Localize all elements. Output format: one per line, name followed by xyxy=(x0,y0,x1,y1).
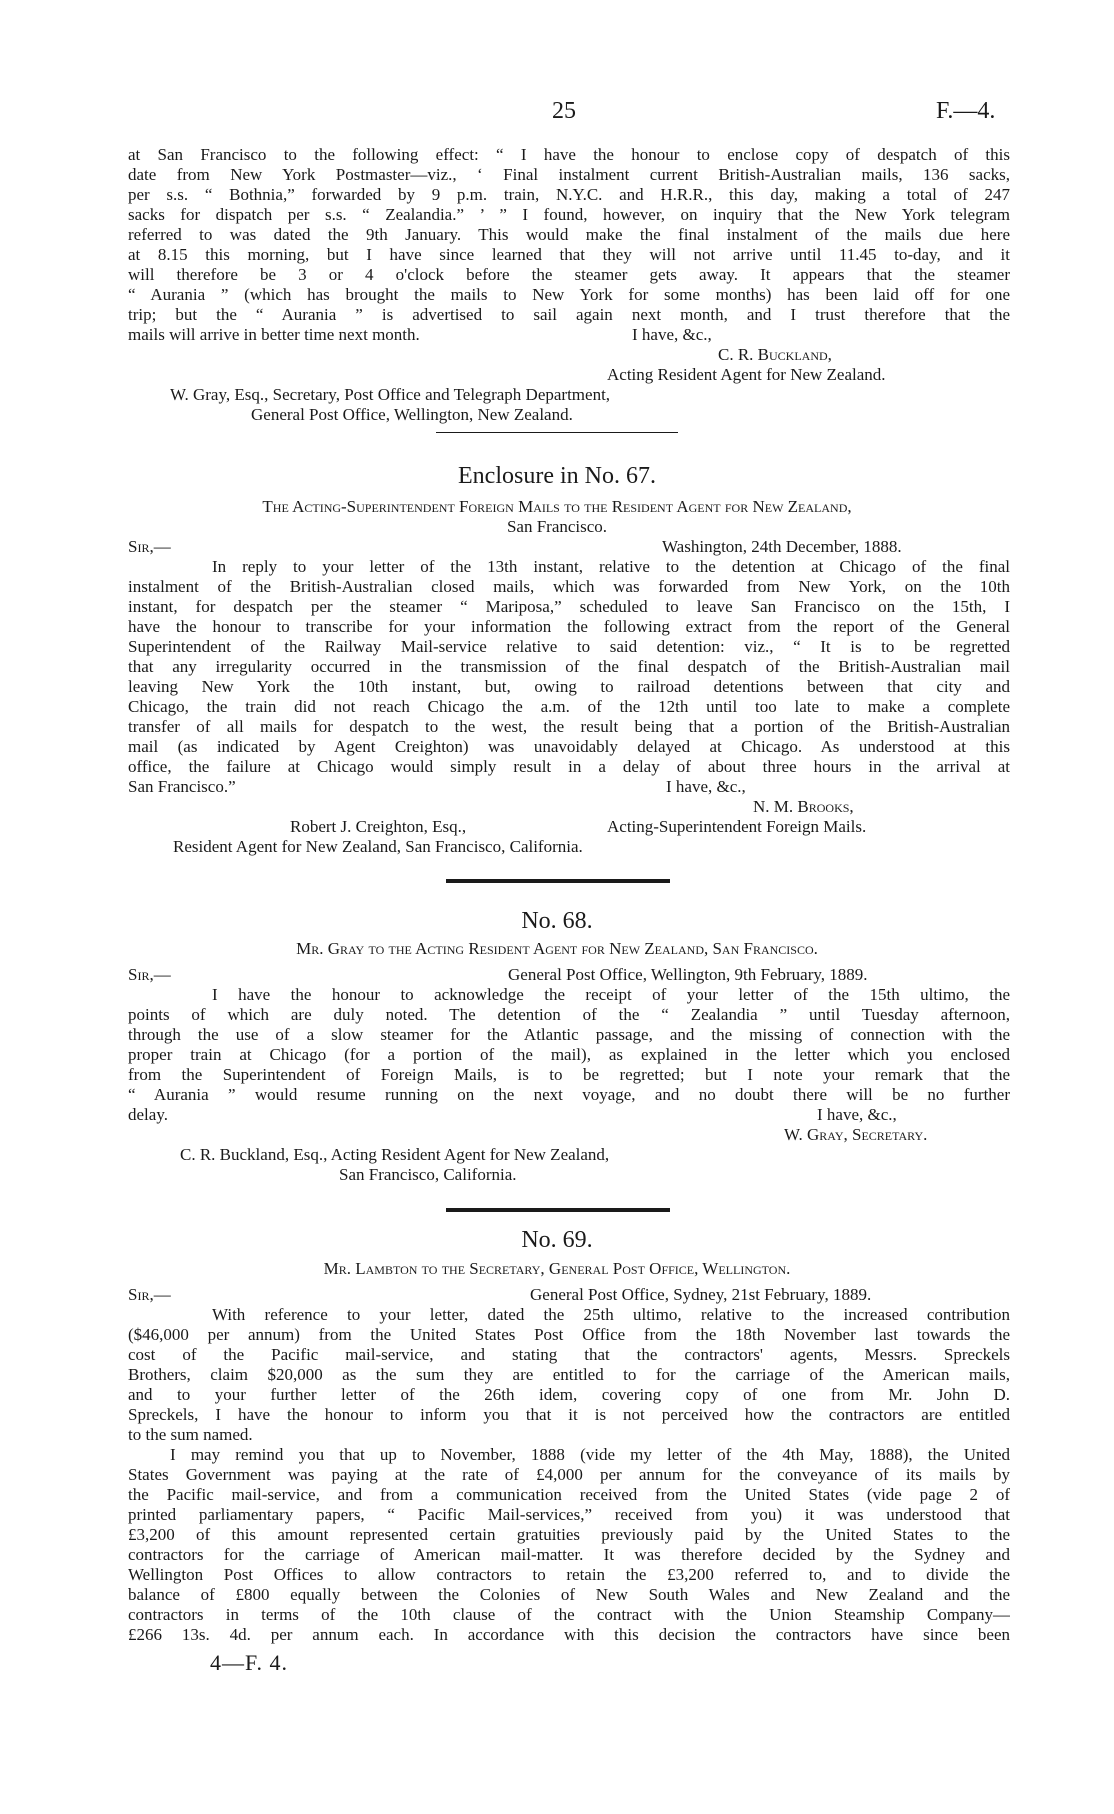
text-line: points of which are duly noted. The detention of the “ Zealandia ” until Tuesday afternoon, xyxy=(128,1006,1010,1024)
addressee-line: Resident Agent for New Zealand, San Francisco, California. xyxy=(173,838,583,856)
addressee-line: W. Gray, Esq., Secretary, Post Office and Telegraph Department, xyxy=(170,386,611,404)
section-subtitle: San Francisco. xyxy=(506,517,608,536)
section-subtitle: The Acting-Superintendent Foreign Mails to the Resident Agent for New Zealand, xyxy=(262,497,852,516)
signature-title: Acting-Superintendent Foreign Mails. xyxy=(607,818,867,836)
addressee-line: C. R. Buckland, Esq., Acting Resident Agent for New Zealand, xyxy=(180,1146,610,1164)
text-line: delay. xyxy=(128,1106,168,1124)
salutation: Sir,— xyxy=(128,1286,171,1304)
page-number: 25 xyxy=(552,98,576,124)
text-line: trip; but the “ Aurania ” is advertised to sail again next month, and I trust therefore that the xyxy=(128,306,1010,324)
text-line: at 8.15 this morning, but I have since learned that they will not arrive until 11.45 to-day, and it xyxy=(128,246,1010,264)
text-line: that any irregularity occurred in the transmission of the final despatch of the British-Australian mail xyxy=(128,658,1010,676)
paper-reference: F.—4. xyxy=(936,98,996,124)
text-line: San Francisco.” xyxy=(128,778,236,796)
signature: W. Gray, Secretary. xyxy=(784,1126,928,1144)
text-line: office, the failure at Chicago would simply result in a delay of about three hours in the arrival at xyxy=(128,758,1010,776)
section-divider xyxy=(446,1208,670,1212)
text-line: instalment of the British-Australian closed mails, which was forwarded from New York, on the 10th xyxy=(128,578,1010,596)
text-line: proper train at Chicago (for a portion of the mail), as explained in the letter which you enclosed xyxy=(128,1046,1010,1064)
text-line: per s.s. “ Bothnia,” forwarded by 9 p.m. train, N.Y.C. and H.R.R., this day, making a total of 247 xyxy=(128,186,1010,204)
letter-date: General Post Office, Wellington, 9th February, 1889. xyxy=(508,966,868,984)
section-title: No. 68. xyxy=(521,908,593,934)
text-line: balance of £800 equally between the Colonies of New South Wales and New Zealand and the xyxy=(128,1586,1010,1604)
text-line: States Government was paying at the rate of £4,000 per annum for the conveyance of its mails by xyxy=(128,1466,1010,1484)
salutation: Sir,— xyxy=(128,966,171,984)
text-line: Wellington Post Offices to allow contractors to retain the £3,200 referred to, and to divide the xyxy=(128,1566,1010,1584)
text-line: to the sum named. xyxy=(128,1426,253,1444)
text-line: sacks for dispatch per s.s. “ Zealandia.” ’ ” I found, however, on inquiry that the New York telegram xyxy=(128,206,1010,224)
section-title: Enclosure in No. 67. xyxy=(458,463,656,489)
salutation: Sir,— xyxy=(128,538,171,556)
section-title: No. 69. xyxy=(521,1227,593,1253)
text-line: mails will arrive in better time next month. xyxy=(128,326,420,344)
letter-date: Washington, 24th December, 1888. xyxy=(662,538,902,556)
text-line: and to your further letter of the 26th idem, covering copy of one from Mr. John D. xyxy=(128,1386,1010,1404)
text-line: Chicago, the train did not reach Chicago the a.m. of the 12th until too late to make a complete xyxy=(128,698,1010,716)
text-line: contractors for the carriage of American mail-matter. It was therefore decided by the Sydney and xyxy=(128,1546,1010,1564)
text-line: the Pacific mail-service, and from a communication received from the United States (vide page 2 of xyxy=(128,1486,1010,1504)
text-line: Spreckels, I have the honour to inform you that it is not perceived how the contractors are entitled xyxy=(128,1406,1010,1424)
text-line: printed parliamentary papers, “ Pacific Mail-services,” received from you) it was understood that xyxy=(128,1506,1010,1524)
text-line: “ Aurania ” (which has brought the mails to New York for some months) has been laid off for one xyxy=(128,286,1010,304)
section-divider xyxy=(446,879,670,883)
text-line: In reply to your letter of the 13th instant, relative to the detention at Chicago of the final xyxy=(212,558,1010,576)
text-line: have the honour to transcribe for your information the following extract from the report of the General xyxy=(128,618,1010,636)
text-line: instant, for despatch per the steamer “ Mariposa,” scheduled to leave San Francisco on the 15th, I xyxy=(128,598,1010,616)
signature-title: Acting Resident Agent for New Zealand. xyxy=(607,366,886,384)
section-subtitle: Mr. Gray to the Acting Resident Agent for New Zealand, San Francisco. xyxy=(296,939,818,958)
addressee-line: General Post Office, Wellington, New Zealand. xyxy=(251,406,573,424)
signature: N. M. Brooks, xyxy=(753,798,854,816)
addressee-line: Robert J. Creighton, Esq., xyxy=(290,818,467,836)
text-line: contractors in terms of the 10th clause of the contract with the Union Steamship Company— xyxy=(128,1606,1010,1624)
addressee-line: San Francisco, California. xyxy=(339,1166,517,1184)
text-line: will therefore be 3 or 4 o'clock before the steamer gets away. It appears that the steamer xyxy=(128,266,1010,284)
letter-date: General Post Office, Sydney, 21st February, 1889. xyxy=(530,1286,872,1304)
text-line: £3,200 of this amount represented certain gratuities previously paid by the United States to the xyxy=(128,1526,1010,1544)
signature-mark: 4—F. 4. xyxy=(210,1650,288,1675)
closing: I have, &c., xyxy=(817,1106,897,1124)
text-line: referred to was dated the 9th January. This would make the final instalment of the mails due here xyxy=(128,226,1010,244)
text-line: from the Superintendent of Foreign Mails, is to be regretted; but I note your remark that the xyxy=(128,1066,1010,1084)
text-line: I have the honour to acknowledge the receipt of your letter of the 15th ultimo, the xyxy=(212,986,1010,1004)
text-line: With reference to your letter, dated the 25th ultimo, relative to the increased contribution xyxy=(212,1306,1010,1324)
text-line: cost of the Pacific mail-service, and stating that the contractors' agents, Messrs. Spreckels xyxy=(128,1346,1010,1364)
text-line: Superintendent of the Railway Mail-service relative to said detention: viz., “ It is to be regretted xyxy=(128,638,1010,656)
signature: C. R. Buckland, xyxy=(718,346,832,364)
text-line: I may remind you that up to November, 1888 (vide my letter of the 4th May, 1888), the United xyxy=(170,1446,1010,1464)
text-line: Brothers, claim $20,000 as the sum they are entitled to for the carriage of the American mails, xyxy=(128,1366,1010,1384)
text-line: mail (as indicated by Agent Creighton) was unavoidably delayed at Chicago. As understood at this xyxy=(128,738,1010,756)
section-divider xyxy=(436,432,678,433)
text-line: ($46,000 per annum) from the United States Post Office from the 18th November last towards the xyxy=(128,1326,1010,1344)
text-line: £266 13s. 4d. per annum each. In accordance with this decision the contractors have since been xyxy=(128,1626,1010,1644)
text-line: date from New York Postmaster—viz., ‘ Final instalment current British-Australian mails, 136 sacks, xyxy=(128,166,1010,184)
text-line: “ Aurania ” would resume running on the next voyage, and no doubt there will be no further xyxy=(128,1086,1010,1104)
closing: I have, &c., xyxy=(632,326,712,344)
section-subtitle: Mr. Lambton to the Secretary, General Post Office, Wellington. xyxy=(323,1259,791,1278)
text-line: at San Francisco to the following effect: “ I have the honour to enclose copy of despatch of this xyxy=(128,146,1010,164)
text-line: transfer of all mails for despatch to the west, the result being that a portion of the British-Australian xyxy=(128,718,1010,736)
text-line: leaving New York the 10th instant, but, owing to railroad detentions between that city and xyxy=(128,678,1010,696)
closing: I have, &c., xyxy=(666,778,746,796)
text-line: through the use of a slow steamer for the Atlantic passage, and the missing of connection with the xyxy=(128,1026,1010,1044)
